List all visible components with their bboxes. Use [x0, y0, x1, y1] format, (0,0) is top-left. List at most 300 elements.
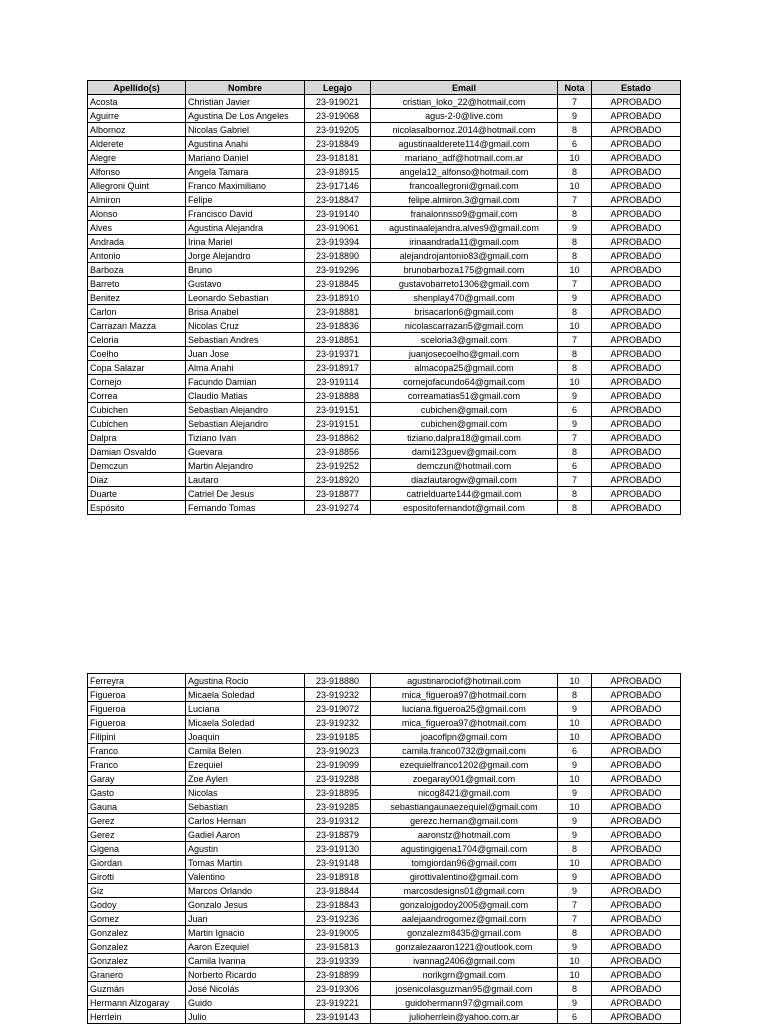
table-row: [88, 501, 681, 515]
table-row: [88, 1010, 681, 1024]
cell-nota: 8: [558, 926, 592, 940]
cell-nombre: Guido: [186, 996, 305, 1010]
cell-email: francoallegroni@gmail.com: [371, 179, 558, 193]
cell-nota: 10: [558, 730, 592, 744]
cell-email: demczun@hotmail.com: [371, 459, 558, 473]
cell-nombre: Tomas Martin: [186, 856, 305, 870]
cell-estado: APROBADO: [592, 375, 681, 389]
cell-nombre: Leonardo Sebastian: [186, 291, 305, 305]
cell-nota: 9: [558, 884, 592, 898]
cell-estado: APROBADO: [592, 305, 681, 319]
table-row: [88, 403, 681, 417]
cell-nota: 10: [558, 263, 592, 277]
cell-email: correamatias51@gmail.com: [371, 389, 558, 403]
cell-nombre: Nicolas: [186, 786, 305, 800]
table-row: [88, 193, 681, 207]
cell-nombre: Francisco David: [186, 207, 305, 221]
cell-legajo: 23-918851: [305, 333, 371, 347]
cell-email: agustinarociof@hotmail.com: [371, 674, 558, 688]
cell-estado: APROBADO: [592, 445, 681, 459]
cell-apellido: Alegre: [88, 151, 186, 165]
cell-estado: APROBADO: [592, 137, 681, 151]
table-row: [88, 940, 681, 954]
cell-nombre: Agustina Rocio: [186, 674, 305, 688]
cell-legajo: 23-918849: [305, 137, 371, 151]
cell-email: norikgrn@gmail.com: [371, 968, 558, 982]
cell-estado: APROBADO: [592, 361, 681, 375]
cell-apellido: Carlon: [88, 305, 186, 319]
cell-nota: 10: [558, 800, 592, 814]
cell-estado: APROBADO: [592, 730, 681, 744]
cell-nombre: Claudio Matias: [186, 389, 305, 403]
cell-legajo: 23-919205: [305, 123, 371, 137]
cell-nombre: Micaela Soledad: [186, 688, 305, 702]
cell-legajo: 23-919221: [305, 996, 371, 1010]
cell-nota: 8: [558, 305, 592, 319]
cell-legajo: 23-919130: [305, 842, 371, 856]
cell-email: aalejaandrogomez@gmail.com: [371, 912, 558, 926]
cell-estado: APROBADO: [592, 109, 681, 123]
cell-email: angela12_alfonso@hotmail.com: [371, 165, 558, 179]
cell-apellido: Gauna: [88, 800, 186, 814]
table-row: [88, 702, 681, 716]
cell-email: almacopa25@gmail.com: [371, 361, 558, 375]
cell-apellido: Cubichen: [88, 417, 186, 431]
cell-nota: 9: [558, 109, 592, 123]
cell-email: cubichen@gmail.com: [371, 403, 558, 417]
table-row: [88, 277, 681, 291]
table-row: [88, 263, 681, 277]
cell-nota: 7: [558, 193, 592, 207]
cell-estado: APROBADO: [592, 688, 681, 702]
cell-email: felipe.almiron.3@gmail.com: [371, 193, 558, 207]
cell-nota: 9: [558, 996, 592, 1010]
cell-nombre: Julio: [186, 1010, 305, 1024]
cell-apellido: Gonzalez: [88, 940, 186, 954]
cell-apellido: Demczun: [88, 459, 186, 473]
cell-email: espositofernandot@gmail.com: [371, 501, 558, 515]
cell-apellido: Barreto: [88, 277, 186, 291]
cell-nombre: Juan Jose: [186, 347, 305, 361]
cell-nombre: Martin Alejandro: [186, 459, 305, 473]
cell-nombre: Tiziano Ivan: [186, 431, 305, 445]
cell-nombre: Agustina De Los Angeles: [186, 109, 305, 123]
table-row: [88, 221, 681, 235]
cell-estado: APROBADO: [592, 786, 681, 800]
cell-nombre: Carlos Hernan: [186, 814, 305, 828]
cell-estado: APROBADO: [592, 828, 681, 842]
cell-email: sceloria3@gmail.com: [371, 333, 558, 347]
cell-estado: APROBADO: [592, 800, 681, 814]
table-row: [88, 109, 681, 123]
table-row: [88, 473, 681, 487]
table-row: [88, 445, 681, 459]
cell-apellido: Andrada: [88, 235, 186, 249]
cell-legajo: 23-918847: [305, 193, 371, 207]
cell-nota: 9: [558, 291, 592, 305]
cell-nombre: Luciana: [186, 702, 305, 716]
cell-email: diazlautarogw@gmail.com: [371, 473, 558, 487]
grades-table-1: [87, 80, 681, 515]
cell-nota: 9: [558, 786, 592, 800]
cell-legajo: 23-919148: [305, 856, 371, 870]
cell-nota: 6: [558, 1010, 592, 1024]
cell-legajo: 23-919232: [305, 688, 371, 702]
cell-legajo: 23-919274: [305, 501, 371, 515]
table-row: [88, 305, 681, 319]
cell-estado: APROBADO: [592, 856, 681, 870]
cell-email: gonzalezaaron1221@outlook.com: [371, 940, 558, 954]
cell-apellido: Alonso: [88, 207, 186, 221]
cell-nombre: Agustina Anahi: [186, 137, 305, 151]
cell-email: nicolasalbornoz.2014@hotmail.com: [371, 123, 558, 137]
cell-nombre: Guevara: [186, 445, 305, 459]
cell-email: tomgiordan96@gmail.com: [371, 856, 558, 870]
cell-legajo: 23-918844: [305, 884, 371, 898]
cell-legajo: 23-918920: [305, 473, 371, 487]
cell-estado: APROBADO: [592, 389, 681, 403]
cell-nota: 9: [558, 870, 592, 884]
cell-legajo: 23-919232: [305, 716, 371, 730]
cell-legajo: 23-918836: [305, 319, 371, 333]
cell-email: josenicolasguzman95@gmail.com: [371, 982, 558, 996]
cell-nombre: Brisa Anabel: [186, 305, 305, 319]
cell-legajo: 23-918862: [305, 431, 371, 445]
cell-nombre: Joaquin: [186, 730, 305, 744]
cell-estado: APROBADO: [592, 277, 681, 291]
cell-legajo: 23-917146: [305, 179, 371, 193]
table-row: [88, 842, 681, 856]
cell-estado: APROBADO: [592, 884, 681, 898]
cell-email: juanjosecoelho@gmail.com: [371, 347, 558, 361]
cell-nota: 8: [558, 347, 592, 361]
cell-apellido: Alfonso: [88, 165, 186, 179]
cell-nombre: Fernando Tomas: [186, 501, 305, 515]
cell-nombre: Micaela Soledad: [186, 716, 305, 730]
cell-legajo: 23-918915: [305, 165, 371, 179]
cell-nota: 9: [558, 417, 592, 431]
cell-email: catrielduarte144@gmail.com: [371, 487, 558, 501]
cell-legajo: 23-919288: [305, 772, 371, 786]
cell-email: nicolascarrazan5@gmail.com: [371, 319, 558, 333]
table-row: [88, 123, 681, 137]
cell-nombre: Catriel De Jesus: [186, 487, 305, 501]
cell-apellido: Allegroni Quint: [88, 179, 186, 193]
cell-apellido: Dalpra: [88, 431, 186, 445]
cell-nota: 10: [558, 716, 592, 730]
cell-nombre: Sebastian: [186, 800, 305, 814]
cell-email: brisacarlon6@gmail.com: [371, 305, 558, 319]
cell-legajo: 23-918895: [305, 786, 371, 800]
cell-nombre: Nicolas Cruz: [186, 319, 305, 333]
cell-legajo: 23-918845: [305, 277, 371, 291]
cell-legajo: 23-919143: [305, 1010, 371, 1024]
cell-email: gonzalojgodoy2005@gmail.com: [371, 898, 558, 912]
cell-estado: APROBADO: [592, 772, 681, 786]
table-row: [88, 431, 681, 445]
cell-email: cubichen@gmail.com: [371, 417, 558, 431]
cell-apellido: Coelho: [88, 347, 186, 361]
cell-nombre: Felipe: [186, 193, 305, 207]
cell-apellido: Albornoz: [88, 123, 186, 137]
table-row: [88, 800, 681, 814]
cell-legajo: 23-918181: [305, 151, 371, 165]
cell-email: cristian_loko_22@hotmail.com: [371, 95, 558, 109]
cell-apellido: Figueroa: [88, 716, 186, 730]
cell-estado: APROBADO: [592, 716, 681, 730]
cell-nota: 7: [558, 473, 592, 487]
cell-email: cornejofacundo64@gmail.com: [371, 375, 558, 389]
cell-apellido: Gerez: [88, 828, 186, 842]
cell-legajo: 23-919371: [305, 347, 371, 361]
cell-apellido: Granero: [88, 968, 186, 982]
cell-estado: APROBADO: [592, 744, 681, 758]
cell-email: nicog8421@gmail.com: [371, 786, 558, 800]
cell-estado: APROBADO: [592, 193, 681, 207]
cell-nota: 8: [558, 361, 592, 375]
table-row: [88, 417, 681, 431]
cell-nota: 7: [558, 898, 592, 912]
cell-legajo: 23-919339: [305, 954, 371, 968]
table-row: [88, 996, 681, 1010]
cell-estado: APROBADO: [592, 95, 681, 109]
table-row: [88, 179, 681, 193]
cell-estado: APROBADO: [592, 898, 681, 912]
table-row: [88, 333, 681, 347]
header-email: Email: [371, 81, 558, 95]
cell-apellido: Godoy: [88, 898, 186, 912]
cell-nombre: Gonzalo Jesus: [186, 898, 305, 912]
cell-estado: APROBADO: [592, 1010, 681, 1024]
table-row: [88, 137, 681, 151]
table-row: [88, 884, 681, 898]
cell-legajo: 23-919151: [305, 417, 371, 431]
cell-email: guidohermann97@gmail.com: [371, 996, 558, 1010]
cell-nombre: Mariano Daniel: [186, 151, 305, 165]
cell-email: irinaandrada11@gmail.com: [371, 235, 558, 249]
table-row: [88, 688, 681, 702]
cell-nota: 10: [558, 968, 592, 982]
table-row: [88, 786, 681, 800]
cell-email: mica_figueroa97@hotmail.com: [371, 688, 558, 702]
cell-estado: APROBADO: [592, 702, 681, 716]
cell-nota: 9: [558, 758, 592, 772]
header-apellido: Apellido(s): [88, 81, 186, 95]
cell-email: gonzalezm8435@gmail.com: [371, 926, 558, 940]
header-row: [88, 81, 681, 95]
cell-nombre: Franco Maximiliano: [186, 179, 305, 193]
cell-nota: 10: [558, 856, 592, 870]
cell-apellido: Franco: [88, 744, 186, 758]
cell-legajo: 23-918881: [305, 305, 371, 319]
cell-legajo: 23-918918: [305, 870, 371, 884]
cell-nombre: Valentino: [186, 870, 305, 884]
cell-nombre: Zoe Aylen: [186, 772, 305, 786]
cell-estado: APROBADO: [592, 996, 681, 1010]
cell-nota: 8: [558, 688, 592, 702]
cell-nota: 10: [558, 151, 592, 165]
cell-legajo: 23-918899: [305, 968, 371, 982]
cell-nota: 7: [558, 912, 592, 926]
header-estado: Estado: [592, 81, 681, 95]
cell-apellido: Espósito: [88, 501, 186, 515]
cell-apellido: Gonzalez: [88, 926, 186, 940]
table-row: [88, 912, 681, 926]
cell-apellido: Gomez: [88, 912, 186, 926]
cell-nota: 8: [558, 445, 592, 459]
cell-nota: 8: [558, 501, 592, 515]
cell-nombre: Sebastian Alejandro: [186, 403, 305, 417]
cell-estado: APROBADO: [592, 758, 681, 772]
cell-apellido: Ferreyra: [88, 674, 186, 688]
cell-estado: APROBADO: [592, 235, 681, 249]
cell-nombre: Lautaro: [186, 473, 305, 487]
cell-nombre: Sebastian Andres: [186, 333, 305, 347]
cell-legajo: 23-918877: [305, 487, 371, 501]
cell-nombre: Agustina Alejandra: [186, 221, 305, 235]
cell-email: agustingigena1704@gmail.com: [371, 842, 558, 856]
cell-legajo: 23-919151: [305, 403, 371, 417]
cell-email: ezequielfranco1202@gmail.com: [371, 758, 558, 772]
cell-nombre: José Nicolás: [186, 982, 305, 996]
cell-email: luciana.figueroa25@gmail.com: [371, 702, 558, 716]
cell-nota: 8: [558, 235, 592, 249]
table-row: [88, 856, 681, 870]
table-row: [88, 389, 681, 403]
cell-nombre: Irina Mariel: [186, 235, 305, 249]
table-row: [88, 151, 681, 165]
cell-legajo: 23-918890: [305, 249, 371, 263]
cell-apellido: Gasto: [88, 786, 186, 800]
table-row: [88, 772, 681, 786]
cell-estado: APROBADO: [592, 151, 681, 165]
cell-estado: APROBADO: [592, 417, 681, 431]
cell-estado: APROBADO: [592, 319, 681, 333]
cell-legajo: 23-919140: [305, 207, 371, 221]
cell-email: julioherrlein@yahoo.com.ar: [371, 1010, 558, 1024]
cell-nota: 10: [558, 772, 592, 786]
cell-nota: 9: [558, 702, 592, 716]
cell-apellido: Girotti: [88, 870, 186, 884]
cell-apellido: Carrazan Mazza: [88, 319, 186, 333]
cell-estado: APROBADO: [592, 263, 681, 277]
cell-estado: APROBADO: [592, 954, 681, 968]
cell-nota: 8: [558, 249, 592, 263]
cell-legajo: 23-918843: [305, 898, 371, 912]
cell-nombre: Martin Ignacio: [186, 926, 305, 940]
table-row: [88, 954, 681, 968]
cell-email: franalonnsso9@gmail.com: [371, 207, 558, 221]
cell-email: tiziano.dalpra18@gmail.com: [371, 431, 558, 445]
table-row: [88, 744, 681, 758]
cell-nota: 10: [558, 674, 592, 688]
cell-estado: APROBADO: [592, 501, 681, 515]
table-row: [88, 375, 681, 389]
cell-email: gerezc.hernan@gmail.com: [371, 814, 558, 828]
cell-email: joacoflpn@gmail.com: [371, 730, 558, 744]
cell-apellido: Antonio: [88, 249, 186, 263]
cell-apellido: Benitez: [88, 291, 186, 305]
cell-apellido: Alderete: [88, 137, 186, 151]
cell-apellido: Franco: [88, 758, 186, 772]
cell-legajo: 23-919099: [305, 758, 371, 772]
cell-legajo: 23-919021: [305, 95, 371, 109]
cell-estado: APROBADO: [592, 940, 681, 954]
cell-apellido: Gonzalez: [88, 954, 186, 968]
cell-legajo: 23-919068: [305, 109, 371, 123]
cell-apellido: Gerez: [88, 814, 186, 828]
cell-legajo: 23-919005: [305, 926, 371, 940]
cell-legajo: 23-919306: [305, 982, 371, 996]
header-legajo: Legajo: [305, 81, 371, 95]
table-row: [88, 319, 681, 333]
cell-apellido: Correa: [88, 389, 186, 403]
cell-nombre: Agustin: [186, 842, 305, 856]
cell-apellido: Giz: [88, 884, 186, 898]
cell-nombre: Sebastian Alejandro: [186, 417, 305, 431]
cell-legajo: 23-918910: [305, 291, 371, 305]
table-row: [88, 814, 681, 828]
cell-email: sebastiangaunaezequiel@gmail.com: [371, 800, 558, 814]
cell-estado: APROBADO: [592, 842, 681, 856]
cell-nota: 7: [558, 95, 592, 109]
table-row: [88, 249, 681, 263]
cell-email: mica_figueroa97@hotmail.com: [371, 716, 558, 730]
cell-estado: APROBADO: [592, 347, 681, 361]
cell-legajo: 23-918856: [305, 445, 371, 459]
table-row: [88, 235, 681, 249]
cell-legajo: 23-919312: [305, 814, 371, 828]
cell-nombre: Facundo Damian: [186, 375, 305, 389]
cell-legajo: 23-919072: [305, 702, 371, 716]
cell-nombre: Ezequiel: [186, 758, 305, 772]
cell-nombre: Marcos Orlando: [186, 884, 305, 898]
cell-email: camila.franco0732@gmail.com: [371, 744, 558, 758]
cell-email: zoegaray001@gmail.com: [371, 772, 558, 786]
cell-nota: 7: [558, 431, 592, 445]
cell-nota: 10: [558, 179, 592, 193]
cell-nota: 9: [558, 389, 592, 403]
cell-nota: 9: [558, 814, 592, 828]
cell-estado: APROBADO: [592, 870, 681, 884]
cell-estado: APROBADO: [592, 982, 681, 996]
cell-legajo: 23-919114: [305, 375, 371, 389]
cell-apellido: Figueroa: [88, 688, 186, 702]
header-nota: Nota: [558, 81, 592, 95]
cell-apellido: Hermann Alzogaray: [88, 996, 186, 1010]
cell-apellido: Garay: [88, 772, 186, 786]
cell-nombre: Jorge Alejandro: [186, 249, 305, 263]
cell-nombre: Juan: [186, 912, 305, 926]
cell-apellido: Herrlein: [88, 1010, 186, 1024]
cell-email: gustavobarreto1306@gmail.com: [371, 277, 558, 291]
cell-legajo: 23-919185: [305, 730, 371, 744]
table-row: [88, 207, 681, 221]
table-row: [88, 982, 681, 996]
cell-nota: 8: [558, 123, 592, 137]
cell-legajo: 23-915813: [305, 940, 371, 954]
cell-nombre: Camila Belen: [186, 744, 305, 758]
cell-apellido: Filipini: [88, 730, 186, 744]
cell-legajo: 23-919285: [305, 800, 371, 814]
cell-email: dami123guev@gmail.com: [371, 445, 558, 459]
cell-email: agus-2-0@live.com: [371, 109, 558, 123]
cell-nota: 10: [558, 375, 592, 389]
table-row: [88, 716, 681, 730]
cell-nota: 8: [558, 842, 592, 856]
cell-email: shenplay470@gmail.com: [371, 291, 558, 305]
cell-email: marcosdesigns01@gmail.com: [371, 884, 558, 898]
